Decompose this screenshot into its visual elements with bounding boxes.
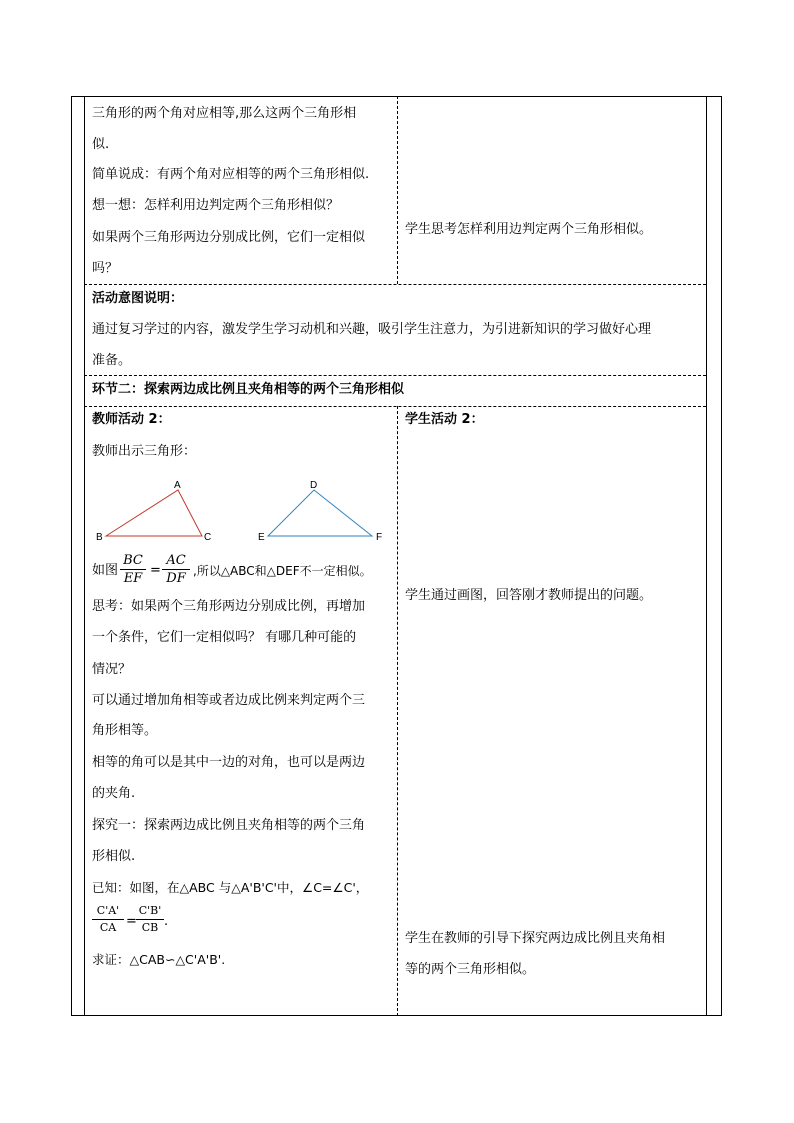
teacher2-line-2: 一个条件，它们一定相似吗？ 有哪几种可能的 — [92, 630, 357, 645]
given-fraction-lhs — [92, 904, 124, 935]
row1-bottom-divider — [84, 284, 706, 285]
label-c: C — [204, 532, 212, 543]
row1-teacher-line-5: 如果两个三角形两边分别成比例，它们一定相似 — [92, 230, 366, 245]
teacher2-line-4: 可以通过增加角相等或者边成比例来判定两个三 — [92, 693, 366, 708]
given-rhs-denominator: CB — [141, 921, 159, 934]
intent-bottom-divider — [84, 375, 706, 376]
label-d: D — [310, 480, 318, 491]
row1-teacher-line-2: 似. — [92, 137, 110, 152]
teacher2-line-6: 相等的角可以是其中一边的对角，也可以是两边 — [92, 755, 366, 770]
row1-teacher-line-3: 简单说成：有两个角对应相等的两个三角形相似. — [92, 167, 370, 182]
student2-text2-line-2: 等的两个三角形相似。 — [405, 962, 536, 977]
ratio-equals: = — [150, 563, 161, 578]
given-rhs-numerator: C'B' — [138, 904, 162, 917]
ratio-suffix: ,所以△ABC和△DEF不一定相似。 — [193, 564, 372, 578]
label-b: B — [96, 532, 103, 543]
ratio-fraction-lhs — [120, 553, 146, 586]
teacher2-line-3: 情况？ — [92, 662, 132, 677]
given-end: . — [164, 914, 169, 929]
ratio-lhs-numerator: BC — [123, 553, 143, 568]
label-a: A — [174, 480, 181, 491]
teacher2-title: 教师活动 2： — [92, 412, 171, 427]
teacher2-prove: 求证：△CAB∽△C'A'B'. — [92, 952, 226, 967]
ratio-rhs-denominator: DF — [166, 571, 186, 586]
section2-title: 环节二：探索两边成比例且夹角相等的两个三角形相似 — [92, 382, 405, 397]
teacher2-line-1: 思考：如果两个三角形两边分别成比例，再增加 — [92, 599, 366, 614]
intent-title: 活动意图说明： — [92, 291, 184, 306]
student2-title: 学生活动 2： — [405, 412, 484, 427]
teacher2-line-7: 的夹角. — [92, 786, 136, 801]
ratio-fraction-rhs — [162, 553, 190, 586]
ratio-rhs-numerator: AC — [166, 553, 186, 568]
teacher2-line-9: 形相似. — [92, 849, 136, 864]
row1-teacher-line-1: 三角形的两个角对应相等,那么这两个三角形相 — [92, 106, 357, 121]
given-lhs-denominator: CA — [99, 921, 117, 934]
triangle-def — [268, 490, 372, 536]
triangle-figures — [92, 476, 392, 544]
ratio-prefix: 如图 — [92, 563, 119, 578]
intent-line-2: 准备。 — [92, 353, 132, 368]
given-fraction-rhs — [136, 904, 164, 935]
row1-teacher-line-4: 想一想：怎样利用边判定两个三角形相似？ — [92, 198, 340, 213]
section2-bottom-divider — [84, 406, 706, 407]
label-e: E — [258, 532, 265, 543]
teacher2-line-5: 角形相等。 — [92, 723, 158, 738]
teacher2-given: 已知：如图，在△ABC 与△A'B'C'中，∠C=∠C'， — [92, 880, 369, 895]
row1-column-divider — [397, 96, 398, 284]
row1-student-text: 学生思考怎样利用边判定两个三角形相似。 — [405, 222, 653, 237]
student2-text1: 学生通过画图，回答刚才教师提出的问题。 — [405, 588, 653, 603]
intent-line-1: 通过复习学过的内容，激发学生学习动机和兴趣，吸引学生注意力，为引进新知识的学习做好心理 — [92, 322, 652, 337]
table-inner-left-border — [84, 96, 85, 1016]
row1-teacher-line-6: 吗？ — [92, 261, 119, 276]
label-f: F — [376, 532, 383, 543]
table-inner-right-border — [706, 96, 707, 1016]
row3-column-divider — [397, 406, 398, 1016]
given-lhs-numerator: C'A' — [96, 904, 120, 917]
teacher2-line-8: 探究一：探索两边成比例且夹角相等的两个三角 — [92, 818, 366, 833]
teacher2-intro: 教师出示三角形： — [92, 444, 197, 459]
student2-text2-line-1: 学生在教师的引导下探究两边成比例且夹角相 — [405, 931, 666, 946]
given-equals: = — [126, 914, 137, 929]
triangle-abc — [106, 490, 202, 536]
ratio-lhs-denominator: EF — [123, 571, 143, 586]
